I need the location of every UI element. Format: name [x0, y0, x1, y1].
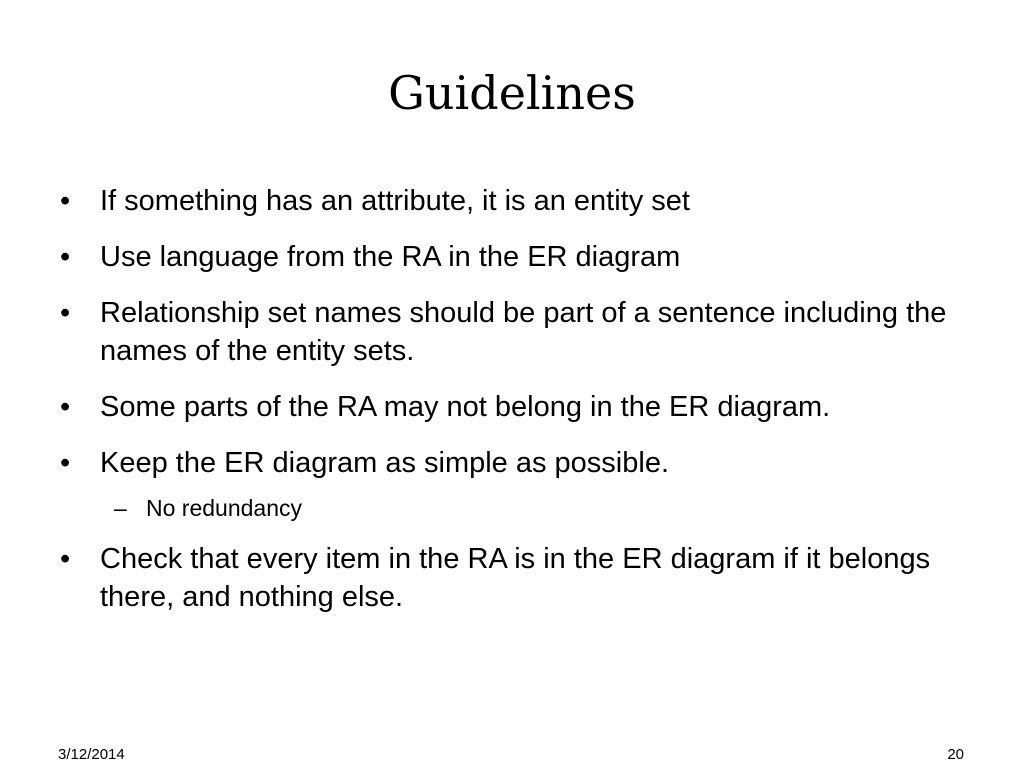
bullet-text: Use language from the RA in the ER diagram — [100, 241, 681, 273]
bullet-item — [58, 444, 958, 482]
bullet-item — [58, 388, 958, 426]
bullet-text: Relationship set names should be part of a sentence including the names of the entity sets. — [100, 297, 947, 367]
bullet-marker: • — [60, 391, 71, 423]
bullet-item — [58, 294, 958, 370]
bullet-marker: • — [60, 185, 71, 217]
bullet-text: If something has an attribute, it is an entity set — [100, 185, 690, 217]
sub-bullet-text: No redundancy — [146, 495, 302, 521]
bullet-item — [58, 182, 958, 220]
bullet-text: Keep the ER diagram as simple as possible. — [100, 447, 670, 479]
sub-bullet-item — [58, 494, 958, 522]
bullet-list — [58, 182, 958, 634]
dash-marker: – — [114, 495, 127, 521]
bullet-marker: • — [60, 447, 71, 479]
page-number: 20 — [947, 746, 964, 763]
bullet-marker: • — [60, 241, 71, 273]
bullet-text: Check that every item in the RA is in the ER diagram if it belongs there, and nothing else. — [100, 543, 931, 613]
bullet-marker: • — [60, 543, 71, 575]
bullet-marker: • — [60, 297, 71, 329]
bullet-item — [58, 540, 958, 616]
bullet-text: Some parts of the RA may not belong in the ER diagram. — [100, 391, 831, 423]
bullet-item — [58, 238, 958, 276]
slide-title: Guidelines — [388, 66, 636, 120]
footer-date: 3/12/2014 — [58, 746, 125, 763]
